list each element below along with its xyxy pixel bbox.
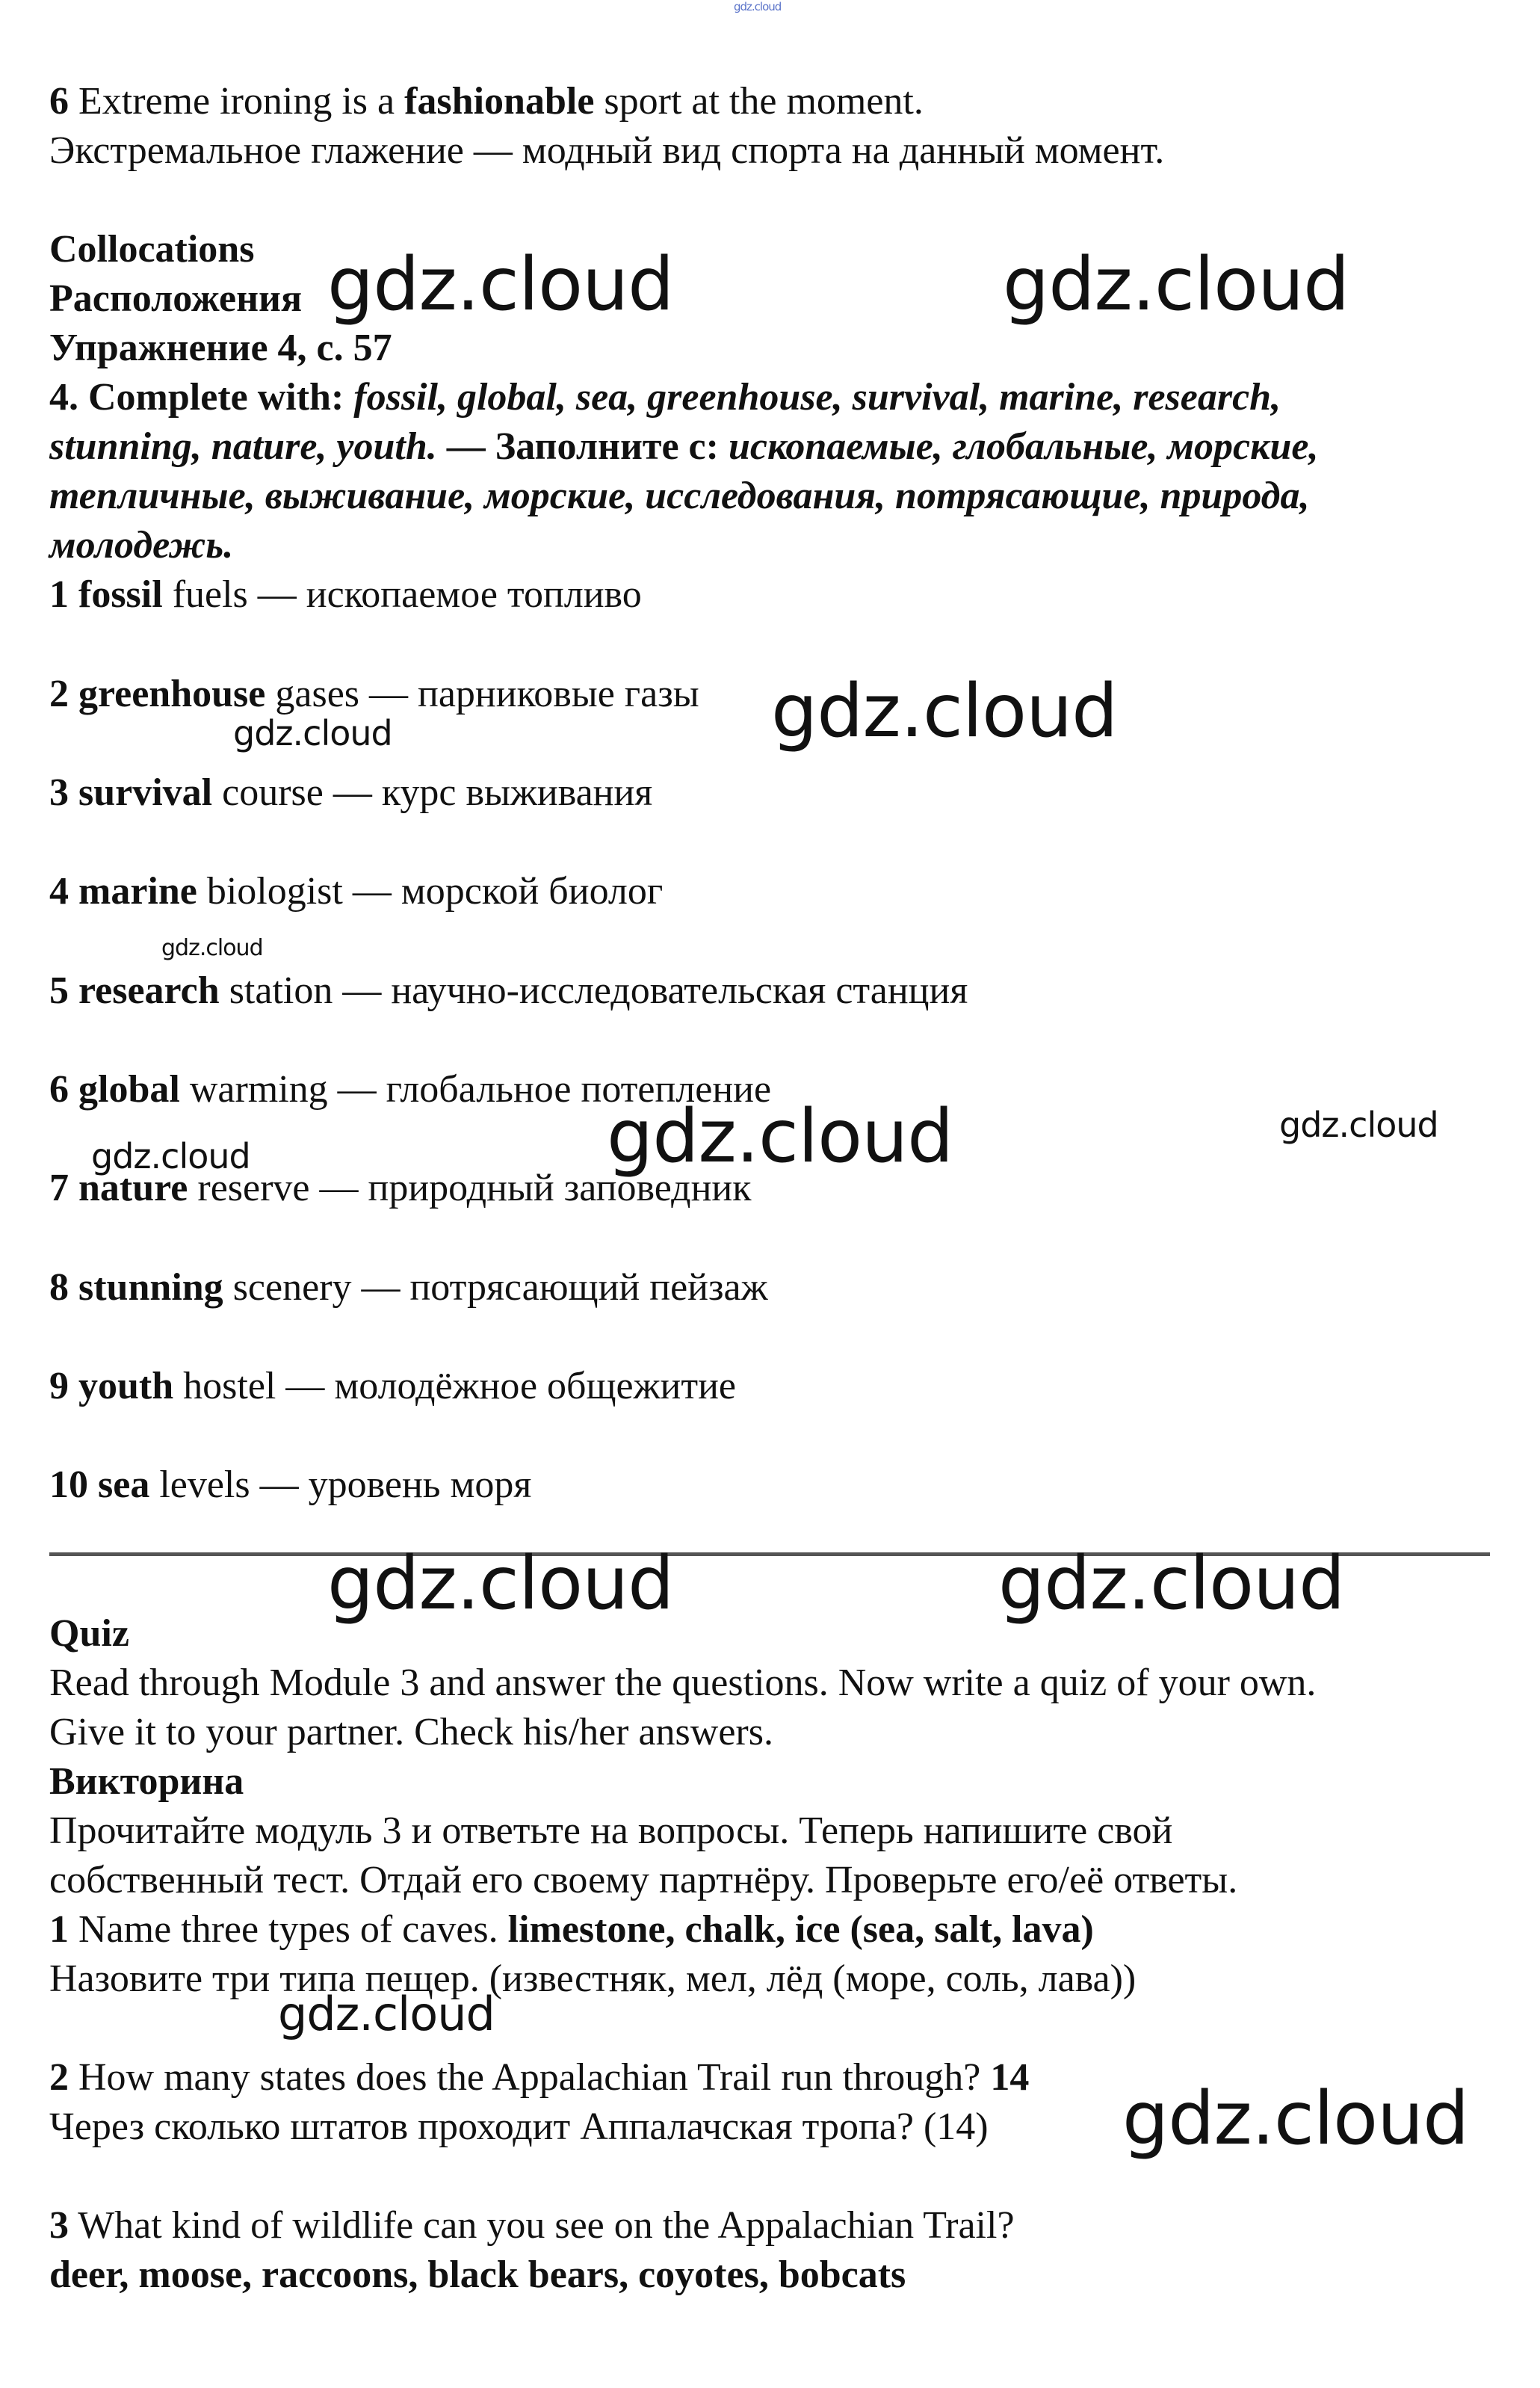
item-number: 5 (49, 969, 69, 1012)
item-rest: fuels — ископаемое топливо (172, 573, 642, 616)
item-number: 4 (49, 870, 69, 913)
header-watermark: gdz.cloud (734, 0, 782, 13)
quiz-intro-1: Read through Module 3 and answer the questions. Now write a quiz of your own. (49, 1662, 1317, 1704)
item-word: global (78, 1068, 180, 1111)
question-number: 2 (49, 2056, 69, 2099)
item-rest: station — научно-исследовательская станция (229, 969, 968, 1012)
task-dash-ru: — Заполните с: (446, 425, 719, 468)
task-line-4: молодежь. (49, 524, 234, 567)
quiz-question-1 (49, 1910, 1094, 1949)
question-number: 3 (49, 2204, 69, 2247)
list-item (49, 675, 699, 714)
watermark: gdz.cloud (91, 1136, 250, 1176)
item-word: nature (78, 1167, 188, 1209)
item-number: 3 (49, 771, 69, 814)
quiz-question-2-ru: Через сколько штатов проходит Аппалачская тропа? (14) (49, 2105, 989, 2148)
watermark: gdz.cloud (771, 669, 1118, 754)
sentence-number: 6 (49, 80, 69, 123)
section-title-collocations: Collocations (49, 228, 255, 271)
sentence-pre: Extreme ironing is a (78, 80, 395, 123)
item-rest: reserve — природный заповедник (197, 1167, 752, 1209)
exercise-ref: Упражнение 4, с. 57 (49, 327, 392, 369)
quiz-intro-2: Give it to your partner. Check his/her answers. (49, 1711, 773, 1753)
sentence-6-translation: Экстремальное глажение — модный вид спорта на данный момент. (49, 129, 1165, 172)
question-number: 1 (49, 1908, 69, 1951)
watermark: gdz.cloud (1122, 2076, 1469, 2162)
item-number: 6 (49, 1068, 69, 1111)
watermark: gdz.cloud (233, 713, 392, 753)
item-number: 10 (49, 1463, 88, 1506)
item-rest: warming — глобальное потепление (189, 1068, 772, 1111)
item-rest: biologist — морской биолог (206, 870, 664, 913)
item-word: youth (78, 1365, 174, 1407)
question-answer: 14 (990, 2056, 1030, 2099)
list-item (49, 771, 653, 814)
quiz-intro-ru-1: Прочитайте модуль 3 и ответьте на вопросы. Теперь напишите свой (49, 1809, 1173, 1852)
task-words-2: stunning, nature, youth. (49, 425, 437, 468)
question-answer: limestone, chalk, ice (sea, salt, lava) (507, 1908, 1094, 1951)
item-rest: hostel — молодёжное общежитие (183, 1365, 737, 1407)
item-word: research (78, 969, 220, 1012)
item-rest: gases — парниковые газы (275, 673, 699, 715)
quiz-question-2 (49, 2058, 1029, 2097)
list-item (49, 872, 663, 911)
watermark: gdz.cloud (1279, 1105, 1438, 1145)
task-ru-words: ископаемые, глобальные, морские, (728, 425, 1319, 468)
quiz-intro-ru-2: собственный тест. Отдай его своему партнёру. Проверьте его/её ответы. (49, 1859, 1238, 1901)
item-number: 1 (49, 573, 69, 616)
quiz-question-3-answer: deer, moose, raccoons, black bears, coyotes, bobcats (49, 2253, 906, 2296)
item-number: 9 (49, 1365, 69, 1407)
section-title-collocations-ru: Расположения (49, 277, 303, 320)
quiz-question-3 (49, 2206, 1015, 2245)
item-rest: course — курс выживания (222, 771, 653, 814)
item-number: 8 (49, 1266, 69, 1309)
section-title-quiz: Quiz (49, 1612, 129, 1655)
sentence-post: sport at the moment. (604, 80, 924, 123)
list-item (49, 1268, 768, 1307)
item-word: survival (78, 771, 213, 814)
section-title-quiz-ru: Викторина (49, 1760, 244, 1803)
task-words: fossil, global, sea, greenhouse, survival, marine, research, (353, 376, 1281, 419)
question-text: How many states does the Appalachian Trail run through? (78, 2056, 981, 2099)
list-item (49, 1463, 532, 1506)
sentence-keyword: fashionable (404, 80, 595, 123)
item-word: fossil (78, 573, 163, 616)
task-line-3: тепличные, выживание, морские, исследования, потрясающие, природа, (49, 475, 1310, 517)
task-line-2 (49, 425, 1319, 468)
sentence-6 (49, 82, 924, 121)
item-number: 2 (49, 673, 69, 715)
item-word: marine (78, 870, 197, 913)
list-item (49, 1367, 736, 1406)
watermark: gdz.cloud (1003, 242, 1349, 327)
item-number: 7 (49, 1167, 69, 1209)
item-word: greenhouse (78, 673, 266, 715)
watermark: gdz.cloud (161, 935, 263, 961)
question-text: Name three types of caves. (78, 1908, 498, 1951)
item-rest: levels — уровень моря (159, 1463, 532, 1506)
watermark: gdz.cloud (327, 1541, 674, 1626)
question-text: What kind of wildlife can you see on the Appalachian Trail? (78, 2204, 1015, 2247)
item-rest: scenery — потрясающий пейзаж (232, 1266, 768, 1309)
item-word: sea (98, 1463, 150, 1506)
watermark: gdz.cloud (278, 1987, 495, 2041)
item-word: stunning (78, 1266, 223, 1309)
task-lead: 4. Complete with: (49, 376, 344, 419)
watermark: gdz.cloud (607, 1094, 953, 1179)
task-line-1 (49, 378, 1281, 417)
list-item (49, 573, 642, 616)
quiz-question-1-ru: Назовите три типа пещер. (известняк, мел, лёд (море, соль, лава)) (49, 1957, 1137, 2000)
list-item (49, 969, 968, 1012)
watermark: gdz.cloud (998, 1541, 1345, 1626)
watermark: gdz.cloud (327, 242, 674, 327)
